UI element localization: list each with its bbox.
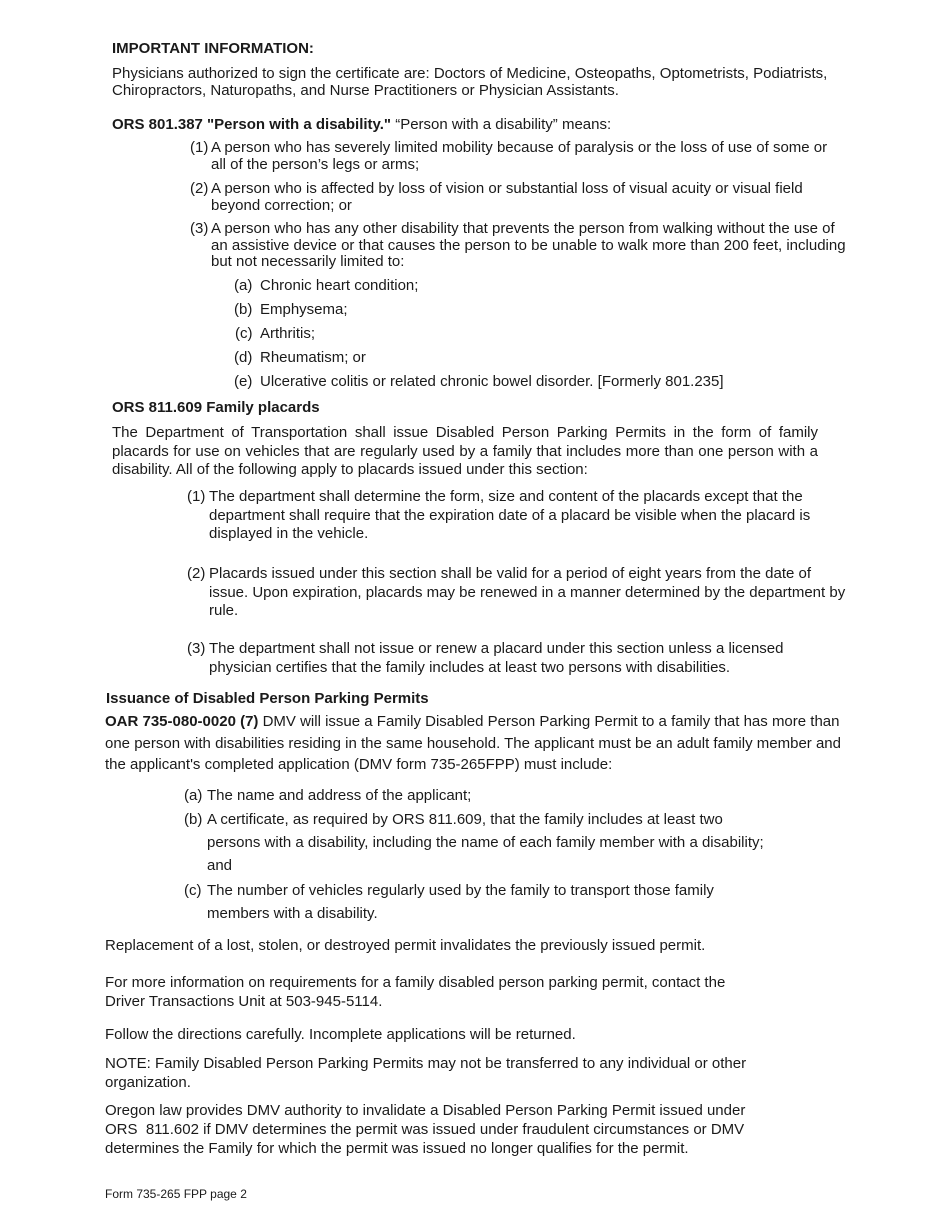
ors801-item-3: A person who has any other disability that prevents the person from walking without the use of an assistive device or that causes the person to be unable to walk more than 200 feet, including but not necessarily limited to:: [211, 220, 846, 270]
ors811-item-2: Placards issued under this section shall be valid for a period of eight years from the date of issue. Upon expiration, placards may be renewed in a manner determined by the department by rule.: [209, 565, 846, 619]
ors801-sub-b: Emphysema;: [260, 301, 348, 318]
ors811-intro: The Department of Transportation shall issue Disabled Person Parking Permits in the form of family placards for use on vehicles that are regularly used by a family that includes more than one person with a disability. All of the following apply to placards issued under this section:: [112, 424, 818, 478]
issuance-item-c-letter: (c): [184, 882, 202, 899]
ors801-intro: “Person with a disability” means:: [395, 116, 612, 133]
issuance-paragraph: [105, 711, 850, 776]
ors801-sub-a: Chronic heart condition;: [260, 277, 419, 294]
issuance-item-a-letter: (a): [184, 787, 203, 804]
issuance-item-c: The number of vehicles regularly used by the family to transport those family members with a disability.: [207, 882, 714, 922]
ors801-item-2: A person who is affected by loss of vision or substantial loss of visual acuity or visual field beyond correction; or: [211, 180, 803, 214]
ors801-sub-c-letter: (c): [235, 325, 253, 342]
transfer-note: NOTE: Family Disabled Person Parking Permits may not be transferred to any individual or other organization.: [105, 1055, 747, 1091]
ors811-title: ORS 811.609 Family placards: [112, 399, 320, 416]
ors801-sub-a-letter: (a): [234, 277, 253, 294]
issuance-item-b: A certificate, as required by ORS 811.609, that the family includes at least two persons with a disability, including the name of each family member with a disability; and: [207, 811, 764, 874]
issuance-item-b-letter: (b): [184, 811, 203, 828]
ors801-sub-c: Arthritis;: [260, 325, 316, 342]
ors801-title: ORS 801.387 "Person with a disability.": [112, 116, 392, 133]
oregon-law-note: Oregon law provides DMV authority to invalidate a Disabled Person Parking Permit issued under ORS 811.602 if DMV determines the permit was issued under fraudulent circumstances or DMV determines the Family for which the permit was issued no longer qualifies for the permit.: [105, 1102, 753, 1157]
issuance-title: Issuance of Disabled Person Parking Permits: [106, 690, 429, 707]
ors801-heading-line: [112, 117, 832, 134]
ors801-sub-d: Rheumatism; or: [260, 349, 366, 366]
ors811-item-3-num: (3): [187, 640, 206, 657]
issuance-intro: DMV will issue a Family Disabled Person Parking Permit to a family that has more than one person with disabilities residing in the same household. The applicant must be an adult family member and the applicant's completed application (DMV form 735-265FPP) must include:: [105, 713, 841, 773]
ors801-sub-d-letter: (d): [234, 349, 253, 366]
ors811-item-3: The department shall not issue or renew a placard under this section unless a licensed physician certifies that the family includes at least two persons with disabilities.: [209, 640, 784, 676]
follow-directions-note: Follow the directions carefully. Incomplete applications will be returned.: [105, 1026, 576, 1043]
form-reference-footer: Form 735-265 FPP page 2: [105, 1187, 247, 1201]
ors801-item-2-num: (2): [190, 180, 209, 197]
ors801-sub-e: Ulcerative colitis or related chronic bowel disorder. [Formerly 801.235]: [260, 373, 724, 390]
replacement-note: Replacement of a lost, stolen, or destroyed permit invalidates the previously issued permit.: [105, 937, 706, 954]
important-heading: IMPORTANT INFORMATION:: [112, 40, 314, 57]
ors801-item-1: A person who has severely limited mobility because of paralysis or the loss of use of some or all of the person’s legs or arms;: [211, 139, 828, 173]
physicians-paragraph: Physicians authorized to sign the certificate are: Doctors of Medicine, Osteopaths, Optometrists, Podiatrists, Chiropractors, Naturopaths, and Nurse Practitioners or Physician Assistants.: [112, 65, 828, 99]
ors801-item-1-num: (1): [190, 139, 209, 156]
issuance-item-a: The name and address of the applicant;: [207, 787, 472, 804]
ors811-item-2-num: (2): [187, 565, 206, 582]
oar-reference: OAR 735-080-0020 (7): [105, 713, 259, 730]
ors811-item-1-num: (1): [187, 488, 206, 505]
more-info-note: For more information on requirements for a family disabled person parking permit, contact the Driver Transactions Unit at 503-945-5114.: [105, 974, 726, 1010]
ors801-sub-e-letter: (e): [234, 373, 253, 390]
ors801-item-3-num: (3): [190, 220, 209, 237]
ors801-sub-b-letter: (b): [234, 301, 253, 318]
ors811-item-1: The department shall determine the form, size and content of the placards except that the department shall require that the expiration date of a placard be visible when the placard is displayed in the vehicle.: [209, 488, 811, 542]
